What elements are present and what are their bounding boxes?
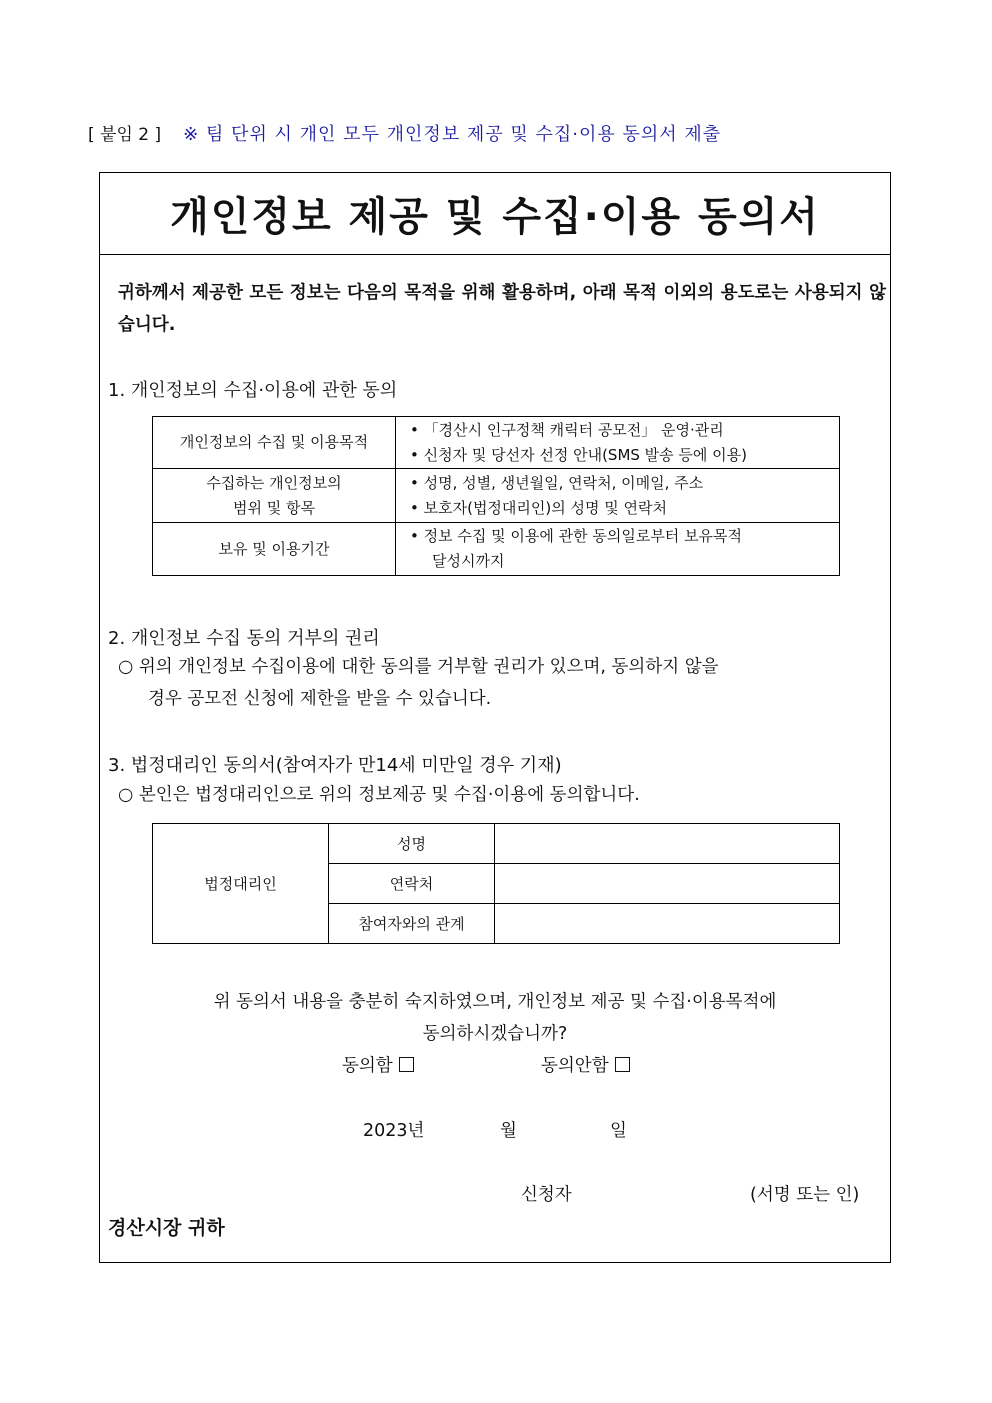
guardian-table: [152, 823, 840, 944]
guardian-contact-field[interactable]: [495, 864, 840, 904]
guardian-name-field[interactable]: [495, 824, 840, 864]
section1-heading: 1. 개인정보의 수집·이용에 관한 동의: [108, 380, 398, 401]
agree-checkbox[interactable]: [399, 1057, 414, 1072]
row-header-line: 수집하는 개인정보의: [206, 473, 342, 492]
consent-question-line1: 위 동의서 내용을 충분히 숙지하였으며, 개인정보 제공 및 수집·이용목적에: [213, 992, 777, 1012]
agree-option[interactable]: [342, 1052, 414, 1077]
row-header: [153, 469, 396, 523]
date-year: 2023년: [363, 1121, 425, 1141]
list-item: • 성명, 성별, 생년월일, 연락처, 이메일, 주소: [410, 473, 704, 492]
date-day: 일: [610, 1121, 627, 1141]
field-label-name: 성명: [329, 824, 495, 864]
section3-text: ○ 본인은 법정대리인으로 위의 정보제공 및 수집·이용에 동의합니다.: [118, 785, 640, 805]
intro-text: 귀하께서 제공한 모든 정보는 다음의 목적을 위해 활용하며, 아래 목적 이외의 용도로는 사용되지 않습니다.: [118, 283, 886, 335]
list-item: • 정보 수집 및 이용에 관한 동의일로부터 보유목적: [410, 527, 743, 545]
row-content: [396, 417, 840, 469]
consent-question-line2: 동의하시겠습니까?: [422, 1024, 568, 1044]
table-row: [153, 417, 840, 469]
table-row: [153, 523, 840, 576]
row-header: 개인정보의 수집 및 이용목적: [153, 417, 396, 469]
attachment-note: ※ 팀 단위 시 개인 모두 개인정보 제공 및 수집·이용 동의서 제출: [183, 124, 722, 145]
consent-form: [99, 172, 891, 1263]
disagree-label: 동의안함: [541, 1056, 609, 1076]
section2-heading: 2. 개인정보 수집 동의 거부의 권리: [108, 628, 380, 649]
attachment-line: [88, 120, 721, 146]
purpose-table: [152, 416, 840, 576]
guardian-relation-field[interactable]: [495, 904, 840, 944]
row-content: [396, 523, 840, 576]
disagree-option[interactable]: [541, 1052, 630, 1077]
row-header: 보유 및 이용기간: [153, 523, 396, 576]
date-month: 월: [500, 1121, 517, 1141]
row-content: [396, 469, 840, 523]
field-label-contact: 연락처: [329, 864, 495, 904]
table-row: [153, 824, 840, 864]
list-item: • 「경산시 인구정책 캐릭터 공모전」 운영·관리: [410, 420, 724, 439]
agree-label: 동의함: [342, 1056, 393, 1076]
list-item: 달성시까지: [432, 552, 505, 570]
section2-text-line2: 경우 공모전 신청에 제한을 받을 수 있습니다.: [148, 689, 492, 709]
section3-heading: 3. 법정대리인 동의서(참여자가 만14세 미만일 경우 기재): [108, 755, 562, 776]
field-label-relation: 참여자와의 관계: [329, 904, 495, 944]
list-item: • 보호자(법정대리인)의 성명 및 연락처: [410, 498, 667, 517]
list-item: • 신청자 및 당선자 선정 안내(SMS 발송 등에 이용): [410, 445, 748, 464]
applicant-label: 신청자: [521, 1185, 572, 1205]
section2-text-line1: ○ 위의 개인정보 수집이용에 대한 동의를 거부할 권리가 있으며, 동의하지 않을: [118, 657, 719, 677]
form-title: 개인정보 제공 및 수집·이용 동의서: [100, 173, 890, 255]
row-header-line: 범위 및 항목: [233, 498, 315, 517]
guardian-header: 법정대리인: [153, 824, 329, 944]
table-row: [153, 469, 840, 523]
addressee: 경산시장 귀하: [108, 1217, 225, 1239]
attachment-label: [ 붙임 2 ]: [88, 125, 162, 145]
disagree-checkbox[interactable]: [615, 1057, 630, 1072]
signature-label: (서명 또는 인): [750, 1185, 860, 1205]
